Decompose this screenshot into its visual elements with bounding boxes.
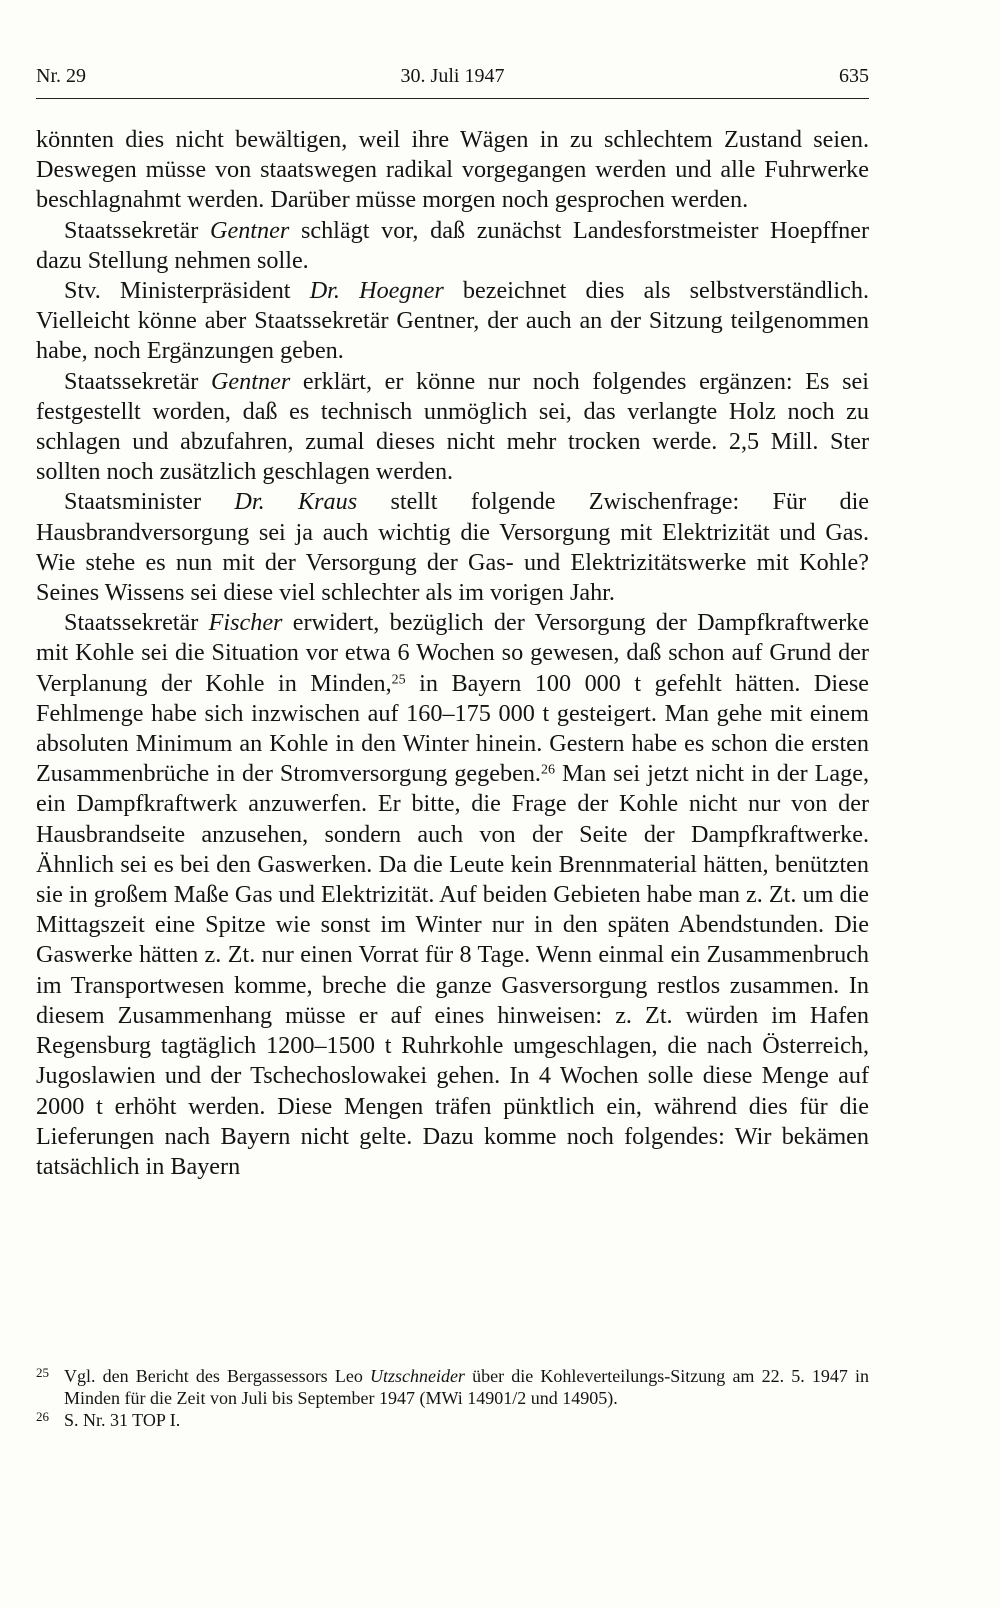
footnote [36, 1365, 869, 1409]
footnote-reference: 25 [391, 671, 406, 687]
header-date: 30. Juli 1947 [400, 65, 505, 87]
text-run [265, 488, 298, 515]
text-run: über die Kohleverteilungs-Sitzung am 22. 5. 1947 in Minden für die Zeit von Juli bis September 1947 (MWi 14901/2 und 14905). [64, 1366, 869, 1408]
text-run: bezeichnet dies als selbstverständlich. Vielleicht könne aber Staatssekretär Gentner, der auch an der Sitzung teilgenommen habe, noch Ergänzungen geben. [36, 277, 869, 365]
text-run: Staatssekretär [64, 609, 209, 637]
italic-name: Kraus [297, 488, 358, 516]
footnote-reference: 26 [540, 762, 555, 778]
text-run: könnten dies nicht bewältigen, weil ihre Wägen in zu schlechtem Zustand seien. Deswegen müsse von staatswegen radikal vorgegangen werden und alle Fuhrwerke beschlagnahmt werden. Darüber müsse morgen noch gesprochen werden. [36, 126, 869, 214]
paragraph [36, 367, 869, 488]
paragraph [36, 216, 869, 276]
text-run: erwidert, bezüglich der Versorgung der Dampfkraftwerke mit Kohle sei die Situation vor etwa 6 Wochen so gewesen, daß schon auf Grund der Verplanung der Kohle in Minden, [36, 609, 869, 697]
text-run: Vgl. den Bericht des Bergassessors Leo [64, 1366, 370, 1386]
footnotes [36, 1365, 869, 1431]
italic-name: Dr. [234, 488, 265, 516]
text-run: stellt folgende Zwischenfrage: Für die Hausbrandversorgung sei ja auch wichtig die Versorgung mit Elektrizität und Gas. Wie stehe es nun mit der Versorgung der Gas- und Elektrizitätswerke mit Kohle? Seines Wissens sei diese viel schlechter als im vorigen Jahr. [36, 488, 870, 607]
text-run: schlägt vor, daß zunächst Landesforstmeister Hoepffner dazu Stellung nehmen solle. [36, 216, 869, 274]
body-text [36, 125, 869, 1182]
text-run: Staatssekretär [64, 367, 211, 395]
paragraph [36, 608, 869, 1182]
text-run: S. Nr. 31 TOP I. [64, 1410, 181, 1430]
italic-name: Gentner [210, 367, 291, 395]
page-number: 635 [839, 65, 869, 87]
paragraph [36, 276, 869, 367]
footnote-number: 26 [36, 1409, 49, 1424]
text-run: Staatssekretär [64, 216, 210, 244]
text-run: in Bayern 100 000 t gefehlt hätten. Diese Fehlmenge habe sich inzwischen auf 160–175 000 t gesteigert. Man gehe mit einem absoluten Minimum an Kohle in den Winter hinein. Gestern habe es schon die ersten Zusammenbrüche in der Stromversorgung gegeben. [36, 669, 869, 788]
italic-name: Gentner [210, 216, 290, 244]
paragraph [36, 487, 869, 608]
paragraph [36, 125, 869, 216]
footnote [36, 1409, 869, 1431]
issue-number: Nr. 29 [36, 65, 86, 87]
footnote-number: 25 [36, 1365, 49, 1380]
italic-name: Utzschneider [369, 1366, 465, 1386]
text-run: Staatsminister [64, 488, 235, 516]
running-header [36, 64, 869, 98]
italic-name: Hoegner [359, 277, 444, 305]
text-run: erklärt, er könne nur noch folgendes ergänzen: Es sei festgestellt worden, daß es technisch unmöglich sei, das verlangte Holz noch zu schlagen und abzufahren, zumal dieses nicht mehr trocken werde. 2,5 Mill. Ster sollten noch zusätzlich geschlagen werden. [36, 367, 869, 486]
text-run [340, 277, 359, 304]
header-rule [36, 98, 869, 99]
italic-name: Fischer [208, 609, 283, 637]
text-run: Stv. Ministerpräsident [64, 277, 310, 305]
italic-name: Dr. [309, 277, 340, 305]
text-run: Man sei jetzt nicht in der Lage, ein Dampfkraftwerk anzuwerfen. Er bitte, die Frage der Kohle nicht nur von der Hausbrandseite anzusehen, sondern auch von der Seite der Dampfkraftwerke. Ähnlich sei es bei den Gaswerken. Da die Leute kein Brennmaterial hätten, benützten sie in großem Maße Gas und Elektrizität. Auf beiden Gebieten habe man z. Zt. um die Mittagszeit eine Spitze wie sonst im Winter nur in den späten Abendstunden. Die Gaswerke hätten z. Zt. nur einen Vorrat für 8 Tage. Wenn einmal ein Zusammenbruch im Transportwesen komme, breche die ganze Gasversorgung restlos zusammen. In diesem Zusammenhang müsse er auf eines hinweisen: z. Zt. würden im Hafen Regensburg tagtäglich 1200–1500 t Ruhrkohle umgeschlagen, die nach Österreich, Jugoslawien und der Tschechoslowakei gehen. In 4 Wochen solle diese Menge auf 2000 t erhöht werden. Diese Mengen träfen pünktlich ein, während dies für die Lieferungen nach Bayern nicht gelte. Dazu komme noch folgendes: Wir bekämen tatsächlich in Bayern [36, 760, 869, 1180]
